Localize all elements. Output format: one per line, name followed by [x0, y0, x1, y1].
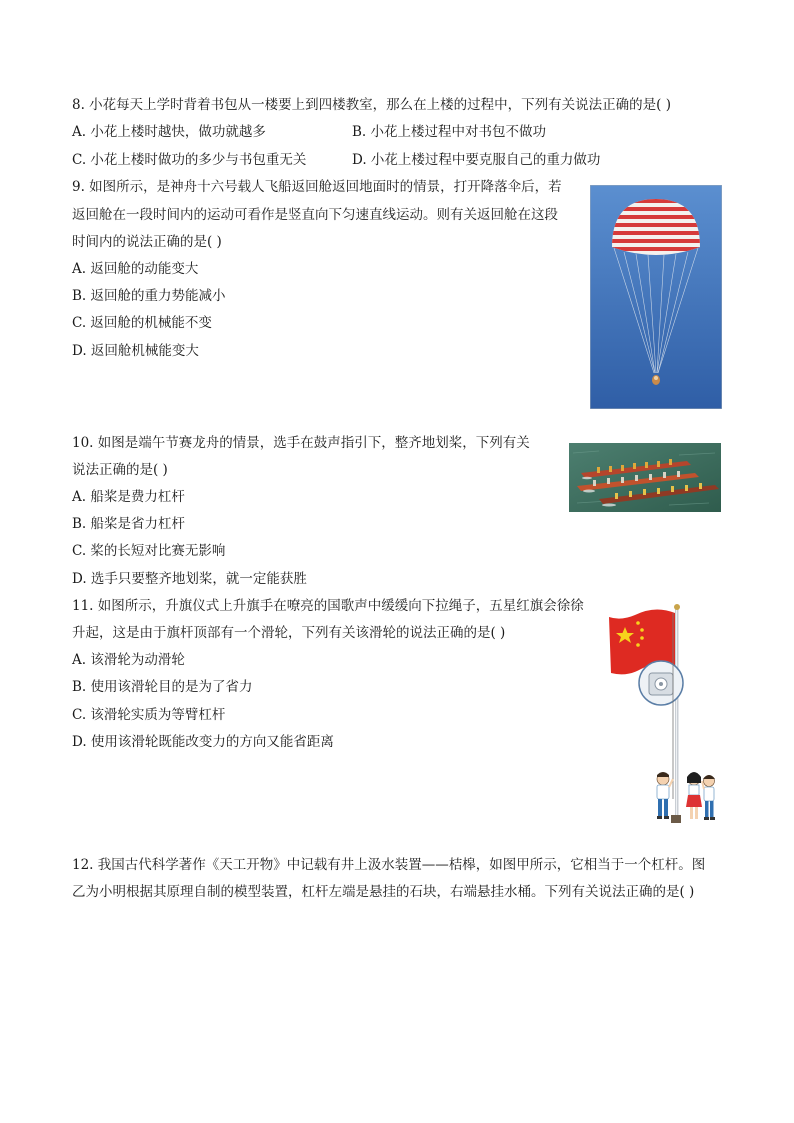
q9-option-c: C. 返回舱的机械能不变: [72, 315, 212, 331]
q9-option-a: A. 返回舱的动能变大: [72, 261, 199, 277]
q8-option-a: A. 小花上楼时越快，做功就越多: [72, 124, 266, 140]
q11-option-c: C. 该滑轮实质为等臂杠杆: [72, 707, 226, 723]
q10-stem-line-2: 说法正确的是( ): [72, 462, 168, 478]
q9-stem-line-1: 9. 如图所示，是神舟十六号载人飞船返回舱返回地面时的情景，打开降落伞后，若: [72, 179, 562, 195]
q9-option-d: D. 返回舱机械能变大: [72, 343, 199, 359]
q10-option-a: A. 船桨是费力杠杆: [72, 489, 185, 505]
q8-option-c: C. 小花上楼时做功的多少与书包重无关: [72, 152, 307, 168]
q10-option-b: B. 船桨是省力杠杆: [72, 516, 186, 532]
q9-stem-line-3: 时间内的说法正确的是( ): [72, 234, 222, 250]
q8-stem: 8. 小花每天上学时背着书包从一楼要上到四楼教室，那么在上楼的过程中，下列有关说法正确的是( ): [72, 97, 671, 113]
q11-option-b: B. 使用该滑轮目的是为了省力: [72, 679, 253, 695]
q8-option-d: D. 小花上楼过程中要克服自己的重力做功: [352, 152, 601, 168]
q12-stem-line-2: 乙为小明根据其原理自制的模型装置，杠杆左端是悬挂的石块，右端悬挂水桶。下列有关说法正确的是( ): [72, 884, 695, 900]
q11-option-a: A. 该滑轮为动滑轮: [72, 652, 185, 668]
q11-option-d: D. 使用该滑轮既能改变力的方向又能省距离: [72, 734, 334, 750]
q9-stem-line-2: 返回舱在一段时间内的运动可看作是竖直向下匀速直线运动。则有关返回舱在这段: [72, 207, 558, 223]
q11-stem-line-1: 11. 如图所示，升旗仪式上升旗手在嘹亮的国歌声中缓缓向下拉绳子，五星红旗会徐徐: [72, 598, 584, 614]
dragon-boat-photo: [569, 443, 721, 512]
q10-option-c: C. 桨的长短对比赛无影响: [72, 543, 226, 559]
parachute-capsule-photo: [590, 185, 722, 409]
q9-option-b: B. 返回舱的重力势能减小: [72, 288, 226, 304]
q11-stem-line-2: 升起，这是由于旗杆顶部有一个滑轮，下列有关该滑轮的说法正确的是( ): [72, 625, 506, 641]
flag-raising-illustration: [605, 603, 725, 831]
q10-stem-line-1: 10. 如图是端午节赛龙舟的情景，选手在鼓声指引下，整齐地划桨，下列有关: [72, 435, 530, 451]
q8-option-b: B. 小花上楼过程中对书包不做功: [352, 124, 547, 140]
q10-option-d: D. 选手只要整齐地划桨，就一定能获胜: [72, 571, 307, 587]
q12-stem-line-1: 12. 我国古代科学著作《天工开物》中记载有井上汲水装置——桔槔，如图甲所示，它相当于一个杠杆。图: [72, 857, 706, 873]
